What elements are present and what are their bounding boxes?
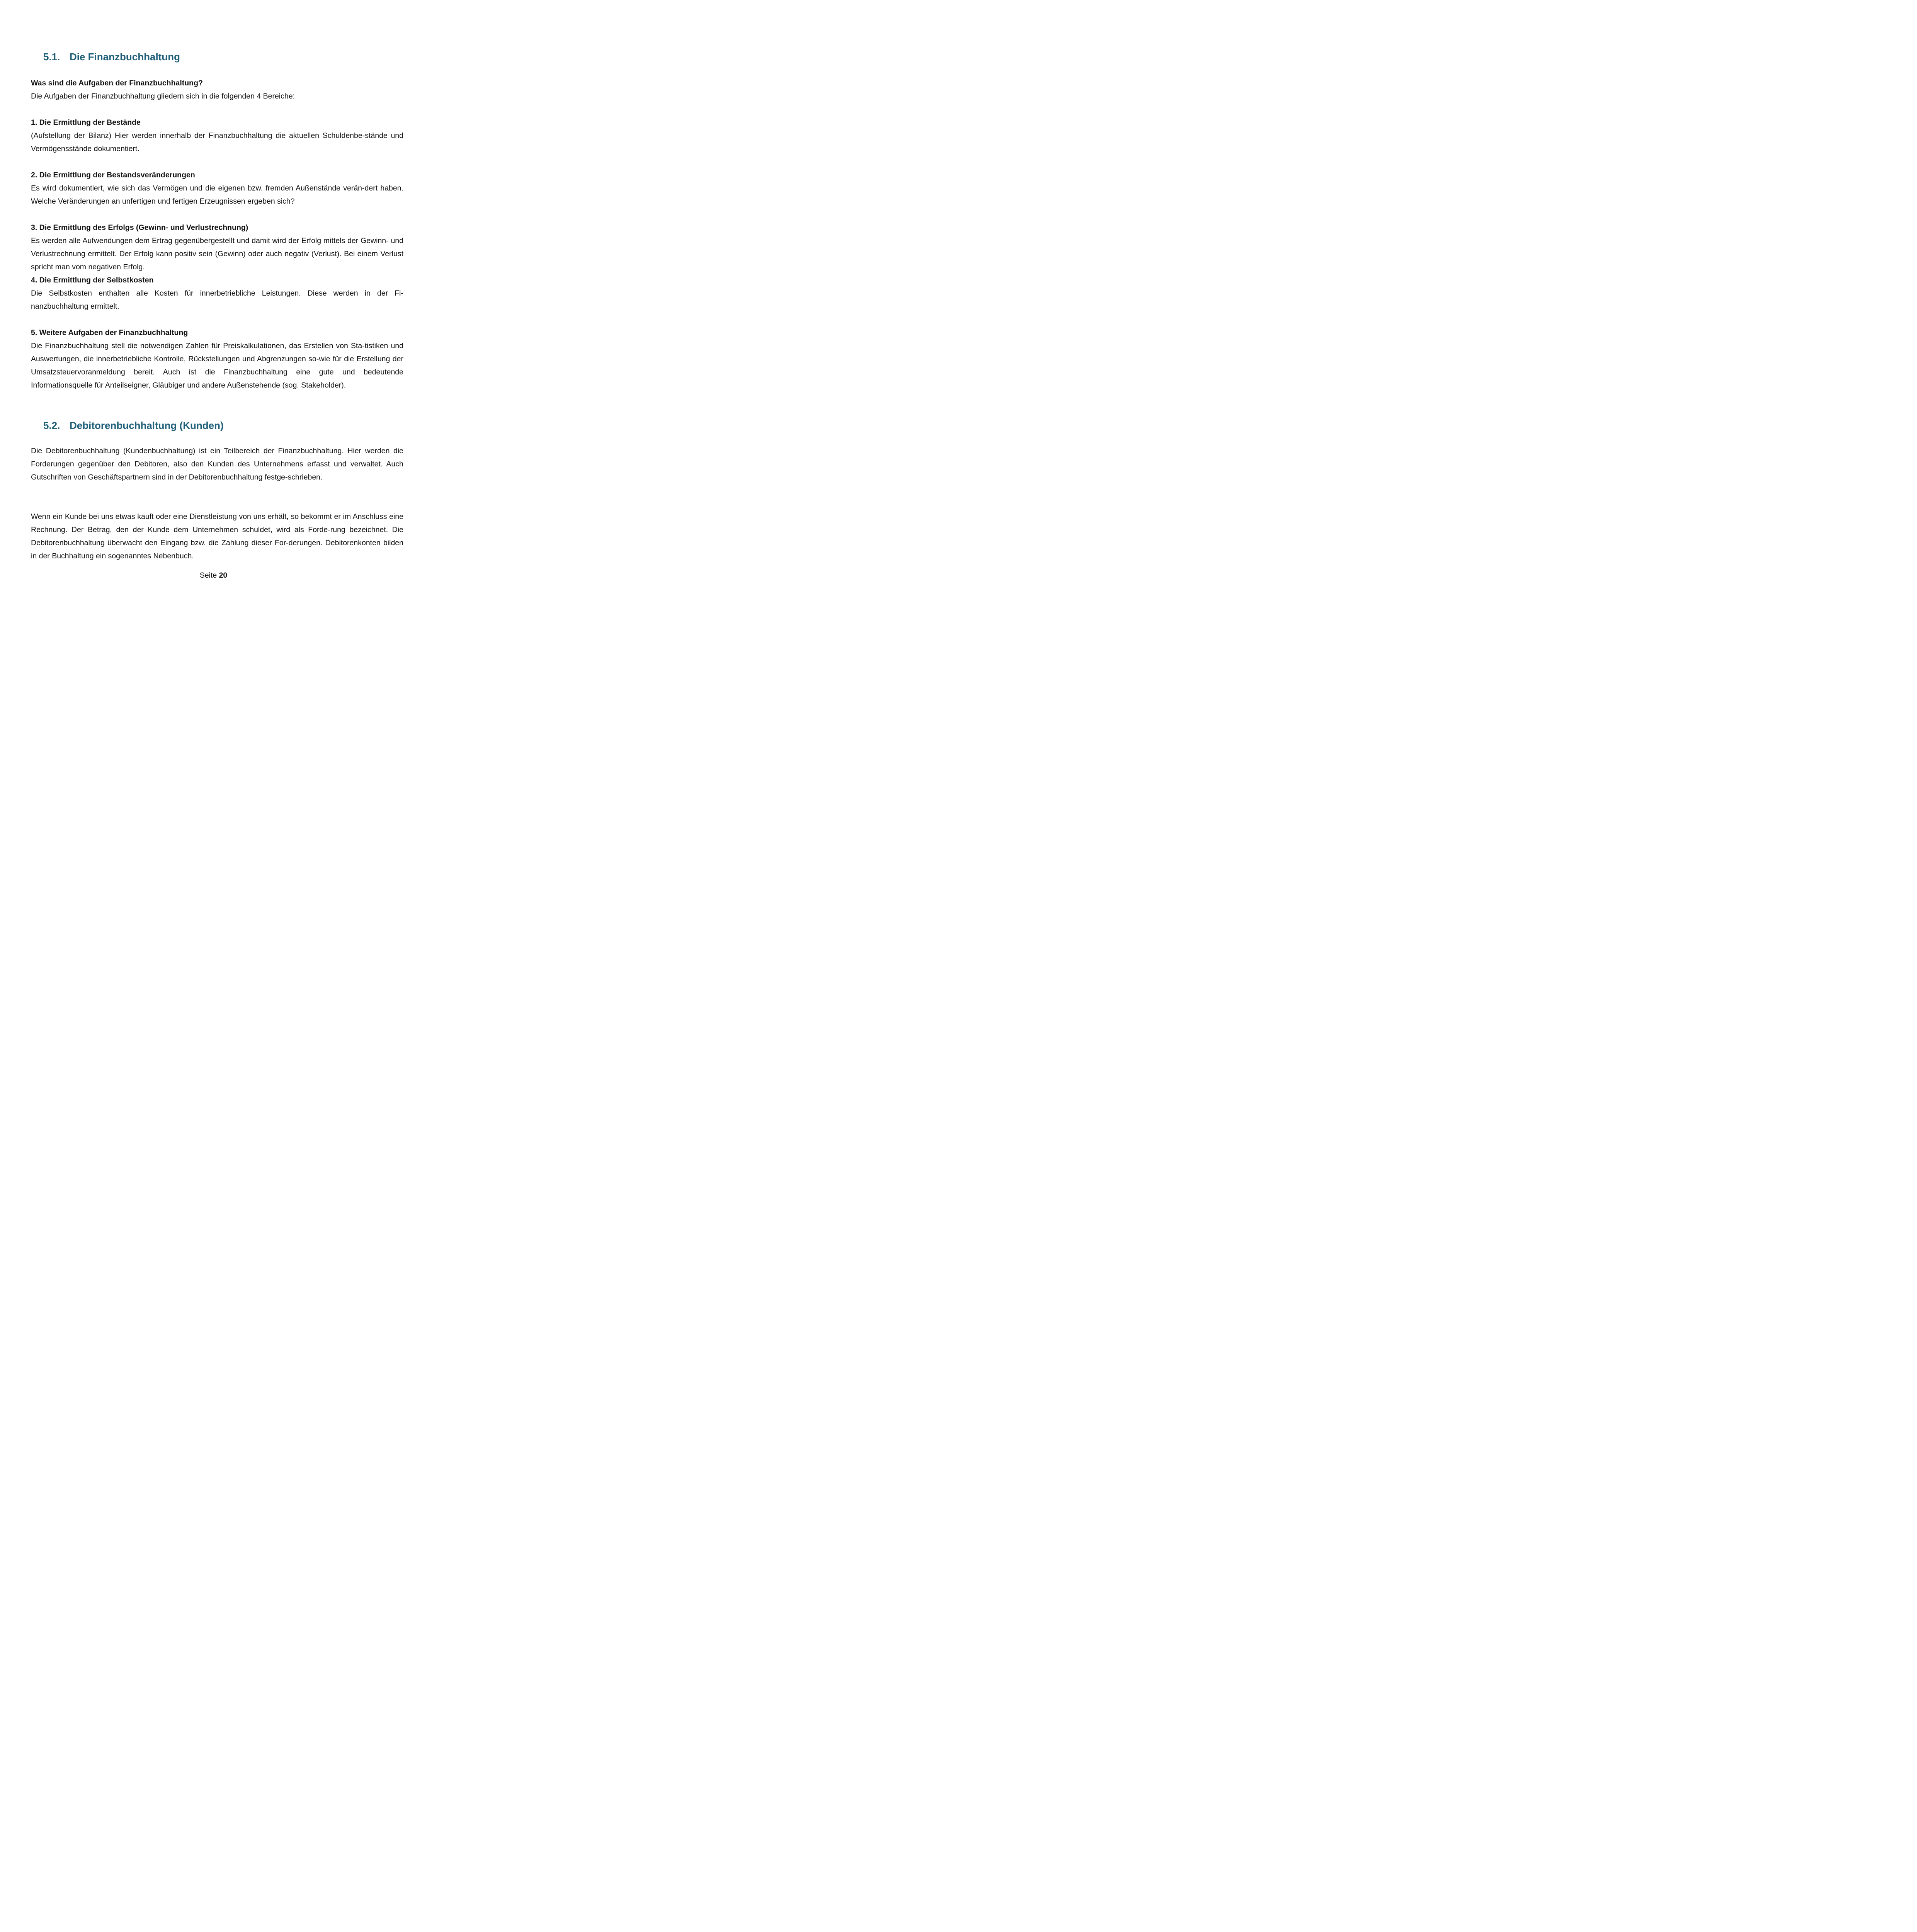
task-text: Es wird dokumentiert, wie sich das Vermögen und die eigenen bzw. fremden Außenstände verän-dert haben. Welche Veränderungen an unfertigen und fertigen Erzeugnissen ergeben sich? (31, 184, 403, 206)
task-heading: 5. Weitere Aufgaben der Finanzbuchhaltung (31, 328, 188, 337)
paragraph-2 (31, 510, 403, 563)
task-item-4 (31, 274, 403, 313)
task-text: Die Finanzbuchhaltung stell die notwendigen Zahlen für Preiskalkulationen, das Erstellen von Sta-tistiken und Auswertungen, die innerbetriebliche Kontrolle, Rückstellungen und Abgrenzungen so-wie für die Erstellung der Umsatzsteuervoranmeldung bereit. Auch ist die Finanzbuchhaltung eine gute und bedeutende Informationsquelle für Anteilseigner, Gläubiger und andere Außenstehende (sog. Stakeholder). (31, 342, 403, 389)
intro-text: Die Aufgaben der Finanzbuchhaltung gliedern sich in die folgenden 4 Bereiche: (31, 92, 295, 100)
task-heading: 3. Die Ermittlung des Erfolgs (Gewinn- und Verlustrechnung) (31, 223, 248, 232)
section-title: Die Finanzbuchhaltung (70, 51, 180, 63)
paragraph-1 (31, 444, 403, 484)
section-heading-5-1 (43, 51, 180, 63)
section-heading-5-2 (43, 420, 224, 432)
task-heading: 4. Die Ermittlung der Selbstkosten (31, 276, 154, 284)
paragraph-text: Die Debitorenbuchhaltung (Kundenbuchhaltung) ist ein Teilbereich der Finanzbuchhaltung. Hier werden die Forderungen gegenüber den Debitoren, also den Kunden des Unternehmens erfasst und verwaltet. Auch Gutschriften von Geschäftspartnern sind in der Debitorenbuchhaltung festge-schrieben. (31, 447, 403, 481)
task-text: Die Selbstkosten enthalten alle Kosten für innerbetriebliche Leistungen. Diese werden in der Fi-nanzbuchhaltung ermittelt. (31, 289, 403, 311)
paragraph-text: Wenn ein Kunde bei uns etwas kauft oder eine Dienstleistung von uns erhält, so bekommt er im Anschluss eine Rechnung. Der Betrag, den der Kunde dem Unternehmen schuldet, wird als Forde-rung bezeichnet. Die Debitorenbuchhaltung überwacht den Eingang bzw. die Zahlung dieser For-derungen. Debitorenkonten bilden in der Buchhaltung ein sogenanntes Nebenbuch. (31, 512, 403, 560)
section-number: 5.2. (43, 420, 60, 431)
page-label: Seite (199, 571, 217, 580)
task-item-3 (31, 221, 403, 274)
task-item-1 (31, 116, 403, 155)
section-title: Debitorenbuchhaltung (Kunden) (70, 420, 224, 431)
task-item-2 (31, 168, 403, 208)
task-heading: 2. Die Ermittlung der Bestandsveränderungen (31, 171, 195, 179)
question-heading: Was sind die Aufgaben der Finanzbuchhaltung? (31, 79, 203, 87)
task-heading: 1. Die Ermittlung der Bestände (31, 118, 141, 127)
task-item-5 (31, 326, 403, 392)
page-number: 20 (219, 571, 228, 580)
section-number: 5.1. (43, 51, 60, 63)
intro-block (31, 77, 403, 103)
task-text: (Aufstellung der Bilanz) Hier werden innerhalb der Finanzbuchhaltung die aktuellen Schuldenbe-stände und Vermögensstände dokumentiert. (31, 131, 403, 153)
task-text: Es werden alle Aufwendungen dem Ertrag gegenübergestellt und damit wird der Erfolg mittels der Gewinn- und Verlustrechnung ermittelt. Der Erfolg kann positiv sein (Gewinn) oder auch negativ (Verlust). Bei einem Verlust spricht man vom negativen Erfolg. (31, 236, 403, 271)
page-footer (0, 571, 427, 580)
